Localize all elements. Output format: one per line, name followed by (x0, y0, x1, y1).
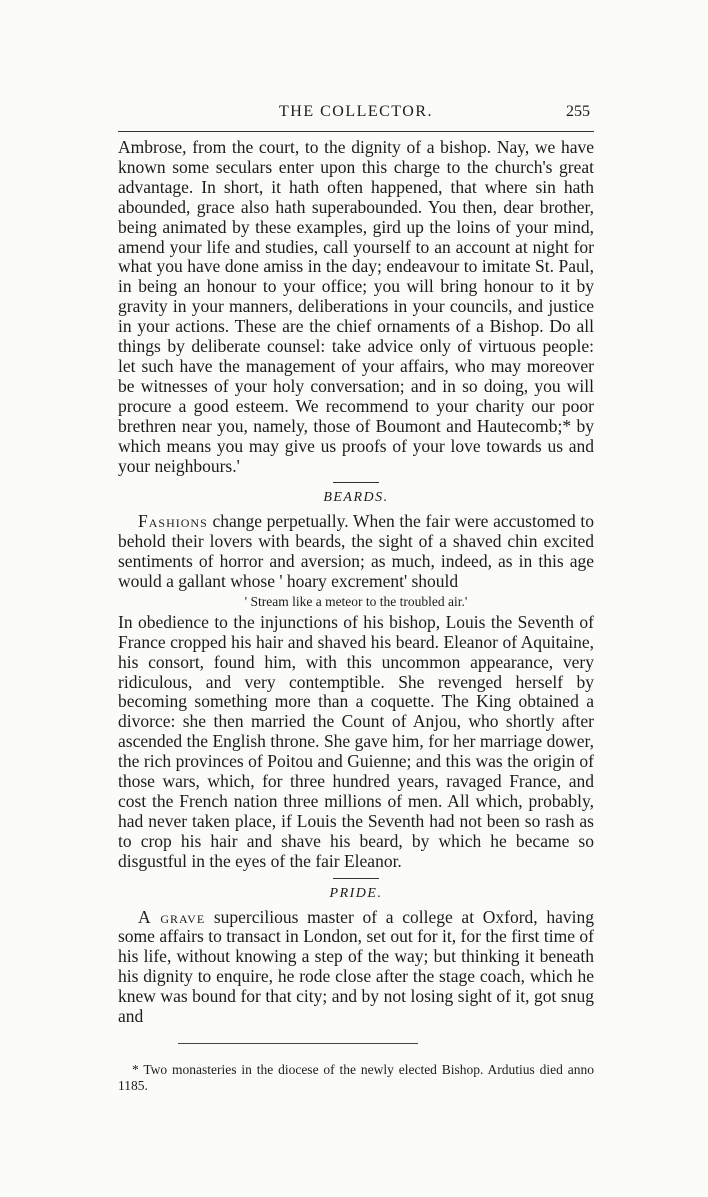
footnote: * Two monasteries in the diocese of the newly elected Bishop. Ardutius died anno 1185. (118, 1061, 594, 1093)
pride-lead-word: A grave (138, 906, 206, 927)
page-header (118, 103, 594, 125)
body-text (118, 138, 594, 1027)
footnote-rule (178, 1043, 418, 1044)
pride-paragraph-text: supercilious master of a college at Oxford, having some affairs to transact in London, set out for it, for the first time of his life, without knowing a step of the way; but thinking it beneath his dignity to enquire, he rode close after the stage coach, which he knew was bound for that city; and by not losing sight of it, got snug and (118, 906, 594, 1027)
header-rule (118, 131, 594, 132)
beards-lead-word: Fashions (138, 511, 208, 532)
section-divider (333, 878, 379, 879)
pride-paragraph (118, 908, 594, 1027)
page-number: 255 (566, 103, 590, 120)
continuation-paragraph: Ambrose, from the court, to the dignity of a bishop. Nay, we have known some seculars enter upon this charge to the church's great advantage. In short, it hath often happened, that where sin hath abounded, grace also hath superabounded. You then, dear brother, being animated by these examples, gird up the loins of your mind, amend your life and studies, call yourself to an account at night for what you have done amiss in the day; endeavour to imitate St. Paul, in being an honour to your office; you will bring honour to it by gravity in your manners, deliberations in your councils, and justice in your actions. These are the chief ornaments of a Bishop. Do all things by deliberate counsel: take advice only of virtuous people: let such have the management of your affairs, who may moreover be witnesses of your holy conversation; and in so doing, you will procure a good esteem. We recommend to your charity our poor brethren near you, namely, those of Boumont and Hautecomb;* by which means you may give us proofs of your love towards us and your neighbours.' (118, 137, 594, 476)
running-title: THE COLLECTOR. (278, 103, 434, 120)
beards-heading: BEARDS. (323, 490, 389, 506)
beards-paragraph-1 (118, 512, 594, 592)
pride-heading: PRIDE. (329, 885, 383, 901)
beards-quotation: ' Stream like a meteor to the troubled air.' (244, 593, 468, 609)
section-divider (333, 482, 379, 483)
beards-paragraph-2: In obedience to the injunctions of his bishop, Louis the Seventh of France cropped his hair and shaved his beard. Eleanor of Aquitaine, his consort, found him, with this uncommon appearance, very ridiculous, and very contemptible. She revenged herself by becoming something more than a coquette. The King obtained a divorce: she then married the Count of Anjou, who shortly after ascended the English throne. She gave him, for her marriage dower, the rich provinces of Poitou and Guienne; and this was the origin of those wars, which, for three hundred years, ravaged France, and cost the French nation three millions of men. All which, probably, had never taken place, if Louis the Seventh had not been so rash as to crop his hair and shave his beard, by which he became so disgustful in the eyes of the fair Eleanor. (118, 611, 594, 871)
beards-paragraph-1-text: change perpetually. When the fair were accustomed to behold their lovers with beards, the sight of a shaved chin excited sentiments of horror and aversion; as much, indeed, as in this age would a gallant whose ' hoary excrement' should (118, 511, 595, 592)
